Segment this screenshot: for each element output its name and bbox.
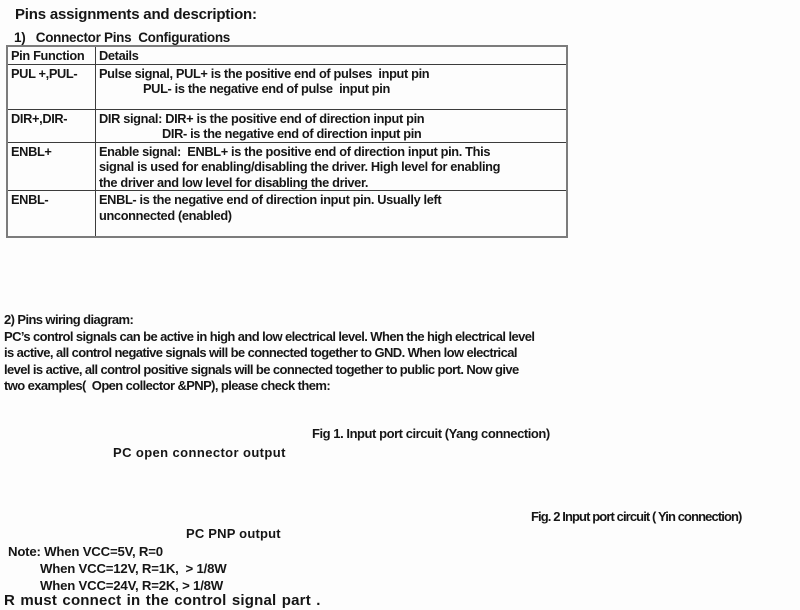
paragraph-line: level is active, all control positive signals will be connected together to public port. Now give bbox=[4, 361, 519, 377]
wiring-diagram-section bbox=[4, 312, 534, 395]
col-header-pin-function: Pin Function bbox=[7, 46, 96, 65]
note-line: When VCC=24V, R=2K, > 1/8W bbox=[40, 578, 224, 594]
table-header-row bbox=[7, 46, 567, 65]
pin-details-cell bbox=[96, 65, 568, 110]
table-row-dir bbox=[7, 110, 567, 143]
table-row-enbl-minus bbox=[7, 191, 567, 238]
paragraph-line: is active, all control negative signals will be connected together to GND. When low electrical bbox=[4, 345, 517, 361]
details-line: PUL- is the negative end of pulse input pin bbox=[143, 81, 390, 97]
section1-heading: 1) Connector Pins Configurations bbox=[14, 30, 231, 45]
details-line: signal is used for enabling/disabling the driver. High level for enabling bbox=[99, 159, 501, 175]
pin-name-cell: PUL +,PUL- bbox=[7, 65, 96, 110]
details-line: DIR signal: DIR+ is the positive end of direction input pin bbox=[99, 111, 425, 126]
pin-name-cell: DIR+,DIR- bbox=[7, 110, 96, 143]
pin-details-cell bbox=[96, 143, 568, 191]
note-line: Note: When VCC=5V, R=0 bbox=[8, 544, 163, 559]
fig2-caption: Fig. 2 Input port circuit ( Yin connection) bbox=[531, 509, 742, 524]
page-title: Pins assignments and description: bbox=[15, 6, 257, 23]
pin-name-cell: ENBL- bbox=[7, 191, 96, 238]
table-row-pul bbox=[7, 65, 567, 110]
paragraph-line: PC’s control signals can be active in high and low electrical level. When the high electrical level bbox=[4, 328, 535, 344]
footer-warning: R must connect in the control signal part . bbox=[4, 592, 321, 609]
details-line: unconnected (enabled) bbox=[99, 207, 232, 223]
col-header-details: Details bbox=[96, 46, 568, 65]
note-line: When VCC=12V, R=1K, > 1/8W bbox=[40, 561, 227, 577]
pin-details-cell bbox=[96, 191, 568, 238]
details-line: ENBL- is the negative end of direction input pin. Usually left bbox=[99, 192, 442, 208]
section2-heading: 2) Pins wiring diagram: bbox=[4, 312, 134, 327]
details-line: Pulse signal, PUL+ is the positive end of pulses input pin bbox=[99, 66, 430, 81]
details-line: the driver and low level for disabling the driver. bbox=[99, 174, 369, 190]
table-row-enbl-plus bbox=[7, 143, 567, 191]
pc-pnp-output-label: PC PNP output bbox=[186, 526, 281, 541]
pin-config-table bbox=[6, 45, 568, 238]
paragraph-line: two examples( Open collector &PNP), please check them: bbox=[4, 378, 331, 394]
details-line: DIR- is the negative end of direction input pin bbox=[162, 126, 422, 142]
pc-open-connector-label: PC open connector output bbox=[113, 445, 286, 460]
vcc-note-block bbox=[8, 543, 227, 595]
pin-details-cell bbox=[96, 110, 568, 143]
details-line: Enable signal: ENBL+ is the positive end of direction input pin. This bbox=[99, 144, 491, 159]
fig1-caption: Fig 1. Input port circuit (Yang connection) bbox=[312, 426, 550, 441]
pin-name-cell: ENBL+ bbox=[7, 143, 96, 191]
